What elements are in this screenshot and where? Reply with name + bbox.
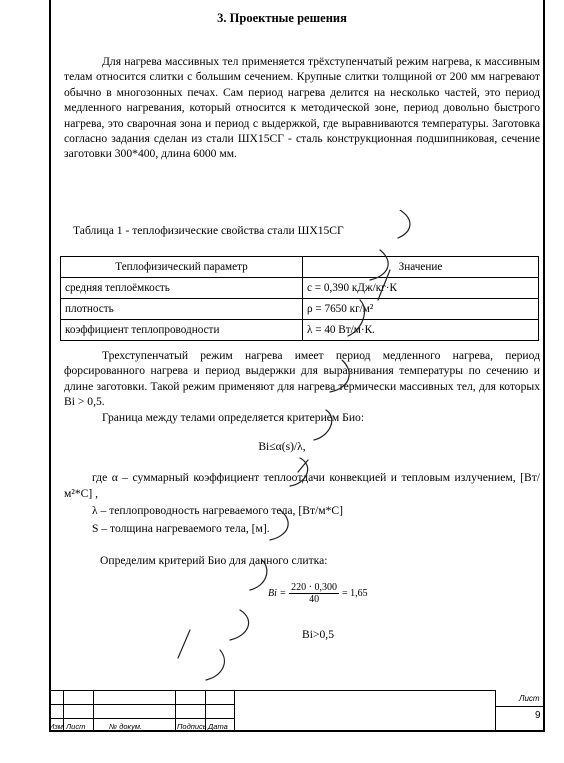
biot-condition: Bi>0,5 (302, 628, 334, 641)
intro-paragraph (64, 54, 540, 162)
table-header-row (61, 257, 539, 278)
equation-lhs: Bi = (268, 588, 287, 599)
sheet-number: 9 (535, 710, 541, 721)
definition-lambda: λ – теплопроводность нагреваемого тела, [Вт/м*С] (92, 504, 343, 517)
regime-paragraph (64, 348, 540, 425)
equation-numerator: 220 · 0,300 (291, 582, 337, 593)
intro-text: Для нагрева массивных тел применяется трёхступенчатый режим нагрева, к массивным телам относится слитки с большим сечением. Крупные слитки толщиной от 200 мм нагревают обычно в многозонных печах. Сам период нагрева делится на несколько частей, это период медленного нагревания, который относится к методической зоне, период довольно быстрого нагрева, это сварочная зона и период с выдержкой, где выравниваются температуры. Заготовка согласно задания сделан из стали ШХ15СГ - сталь конструкционная подшипниковая, сечение заготовки 300*400, длина 6000 мм. (64, 55, 540, 161)
biot-intro-text: Граница между телами определяется критерием Био: (102, 410, 365, 424)
stamp-title-area (235, 690, 496, 732)
stamp-label-doc: № докум. (109, 722, 143, 731)
equation-denominator: 40 (309, 594, 320, 605)
section-heading: 3. Проектные решения (217, 11, 347, 25)
definition-alpha: где α – суммарный коэффициент теплоотдачи конвекцией и тепловым излучением, [Вт/м²*С] , (64, 471, 540, 500)
table-header-cell: Значение (303, 257, 539, 278)
stamp-label-izm: Изм (49, 722, 63, 731)
stamp-label-date: Дата (208, 722, 228, 731)
table-row (61, 278, 539, 299)
definitions (64, 470, 540, 570)
stamp-label-list: Лист (66, 722, 86, 731)
definition-s: S – толщина нагреваемого тела, [м]. (92, 522, 270, 535)
equation-result: = 1,65 (341, 588, 368, 599)
stamp-label-sign: Подпись (177, 722, 207, 731)
sheet-label: Лист (519, 694, 540, 703)
table-row (61, 299, 539, 320)
table-header-cell: Теплофизический параметр (61, 257, 303, 278)
equation-fraction (289, 582, 339, 605)
title-block (49, 690, 545, 732)
table-cell: ρ = 7650 кг/м² (303, 299, 539, 320)
regime-text: Трехступенчатый режим нагрева имеет период медленного нагрева, период форсированного нагрева и период выдержки для выравнивания температуры по сечению и длине заготовки. Такой режим применяют для нагрева термически массивных тел, для которых Bi > 0,5. (64, 349, 540, 409)
biot-equation (268, 582, 368, 605)
table-caption: Таблица 1 - теплофизические свойства стали ШХ15СГ (73, 224, 344, 237)
table-cell: коэффициент теплопроводности (61, 320, 303, 341)
biot-inequality: Bi≤α(s)/λ, (258, 440, 306, 453)
table-cell: λ = 40 Вт/м·К. (303, 320, 539, 341)
table-cell: средняя теплоёмкость (61, 278, 303, 299)
stamp-line (496, 706, 545, 707)
properties-table (60, 256, 539, 341)
table-cell: c = 0,390 кДж/кг·К (303, 278, 539, 299)
biot-calc-intro: Определим критерий Био для данного слитка: (100, 554, 328, 567)
table-row (61, 320, 539, 341)
table-cell: плотность (61, 299, 303, 320)
